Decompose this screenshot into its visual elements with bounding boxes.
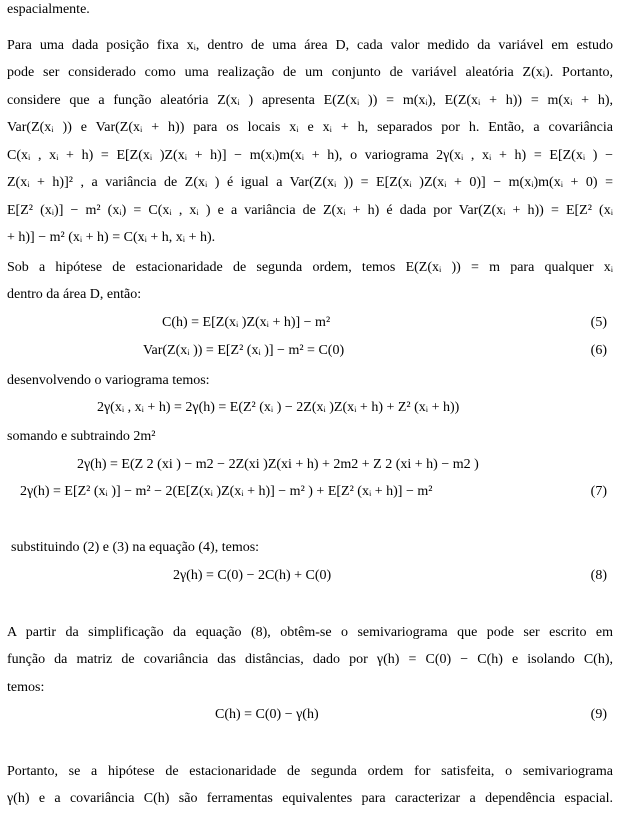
- text-line: dentro da área D, então:: [7, 287, 142, 302]
- equation-6-number: (6): [590, 343, 607, 358]
- equation-8: 2γ(h) = C(0) − 2C(h) + C(0): [173, 568, 332, 583]
- equation-variogram-expansion: 2γ(xᵢ , xᵢ + h) = 2γ(h) = E(Z² (xᵢ ) − 2Z(xᵢ )Z(xᵢ + h) + Z² (xᵢ + h)): [97, 400, 460, 415]
- text-line: E[Z² (xᵢ)] − m² (xᵢ) = C(xᵢ , xᵢ ) e a variância de Z(xᵢ + h) é dada por Var(Z(xᵢ + h)) = E[Z² (xᵢ: [7, 203, 613, 218]
- text-line: Para uma dada posição fixa xᵢ, dentro de uma área D, cada valor medido da variável em estudo: [7, 38, 613, 53]
- equation-5-number: (5): [590, 315, 607, 330]
- text-line: somando e subtraindo 2m²: [7, 429, 156, 444]
- text-line: substituindo (2) e (3) na equação (4), temos:: [11, 540, 260, 555]
- equation-6: Var(Z(xᵢ )) = E[Z² (xᵢ )] − m² = C(0): [143, 343, 345, 358]
- equation-7-number: (7): [590, 484, 607, 499]
- text-line: Var(Z(xᵢ )) e Var(Z(xᵢ + h)) para os locais xᵢ e xᵢ + h, separados por h. Então, a covariância: [7, 120, 613, 135]
- equation-8-number: (8): [590, 568, 607, 583]
- equation-5: C(h) = E[Z(xᵢ )Z(xᵢ + h)] − m²: [162, 315, 331, 330]
- text-line: Portanto, se a hipótese de estacionaridade de segunda ordem for satisfeita, o semivariograma: [7, 764, 613, 779]
- equation-7: 2γ(h) = E[Z² (xᵢ )] − m² − 2(E[Z(xᵢ )Z(xᵢ + h)] − m² ) + E[Z² (xᵢ + h)] − m²: [20, 484, 433, 499]
- paragraph-top: espacialmente.: [7, 2, 90, 17]
- text-line: γ(h) e a covariância C(h) são ferramentas equivalentes para caracterizar a dependência espacial.: [7, 791, 613, 806]
- equation-9: C(h) = C(0) − γ(h): [215, 707, 319, 722]
- text-line: função da matriz de covariância das distâncias, dado por γ(h) = C(0) − C(h) e isolando C(h),: [7, 652, 613, 667]
- text-line: Sob a hipótese de estacionaridade de segunda ordem, temos E(Z(xᵢ )) = m para qualquer xᵢ: [7, 260, 613, 275]
- equation-raw: 2γ(h) = E(Z 2 (xi ) − m2 − 2Z(xi )Z(xi + h) + 2m2 + Z 2 (xi + h) − m2 ): [77, 457, 479, 472]
- text-line: A partir da simplificação da equação (8), obtêm-se o semivariograma que pode ser escrito em: [7, 625, 613, 640]
- equation-9-number: (9): [590, 707, 607, 722]
- text-line: Z(xᵢ + h)]² , a variância de Z(xᵢ ) é igual a Var(Z(xᵢ )) = E[Z(xᵢ )Z(xᵢ + 0)] − m(xᵢ)m(xᵢ + 0) =: [7, 175, 613, 190]
- text-line: pode ser considerado como uma realização de um conjunto de variável aleatória Z(xᵢ). Portanto,: [7, 65, 613, 80]
- text-line: desenvolvendo o variograma temos:: [7, 373, 210, 388]
- text-line: C(xᵢ , xᵢ + h) = E[Z(xᵢ )Z(xᵢ + h)] − m(xᵢ)m(xᵢ + h), o variograma 2γ(xᵢ , xᵢ + h) = E[Z(xᵢ ) −: [7, 148, 613, 163]
- text-line: considere que a função aleatória Z(xᵢ ) apresenta E(Z(xᵢ )) = m(xᵢ), E(Z(xᵢ + h)) = m(xᵢ + h),: [7, 93, 613, 108]
- text-line: + h)] − m² (xᵢ + h) = C(xᵢ + h, xᵢ + h).: [7, 230, 216, 245]
- text-line: temos:: [7, 680, 45, 695]
